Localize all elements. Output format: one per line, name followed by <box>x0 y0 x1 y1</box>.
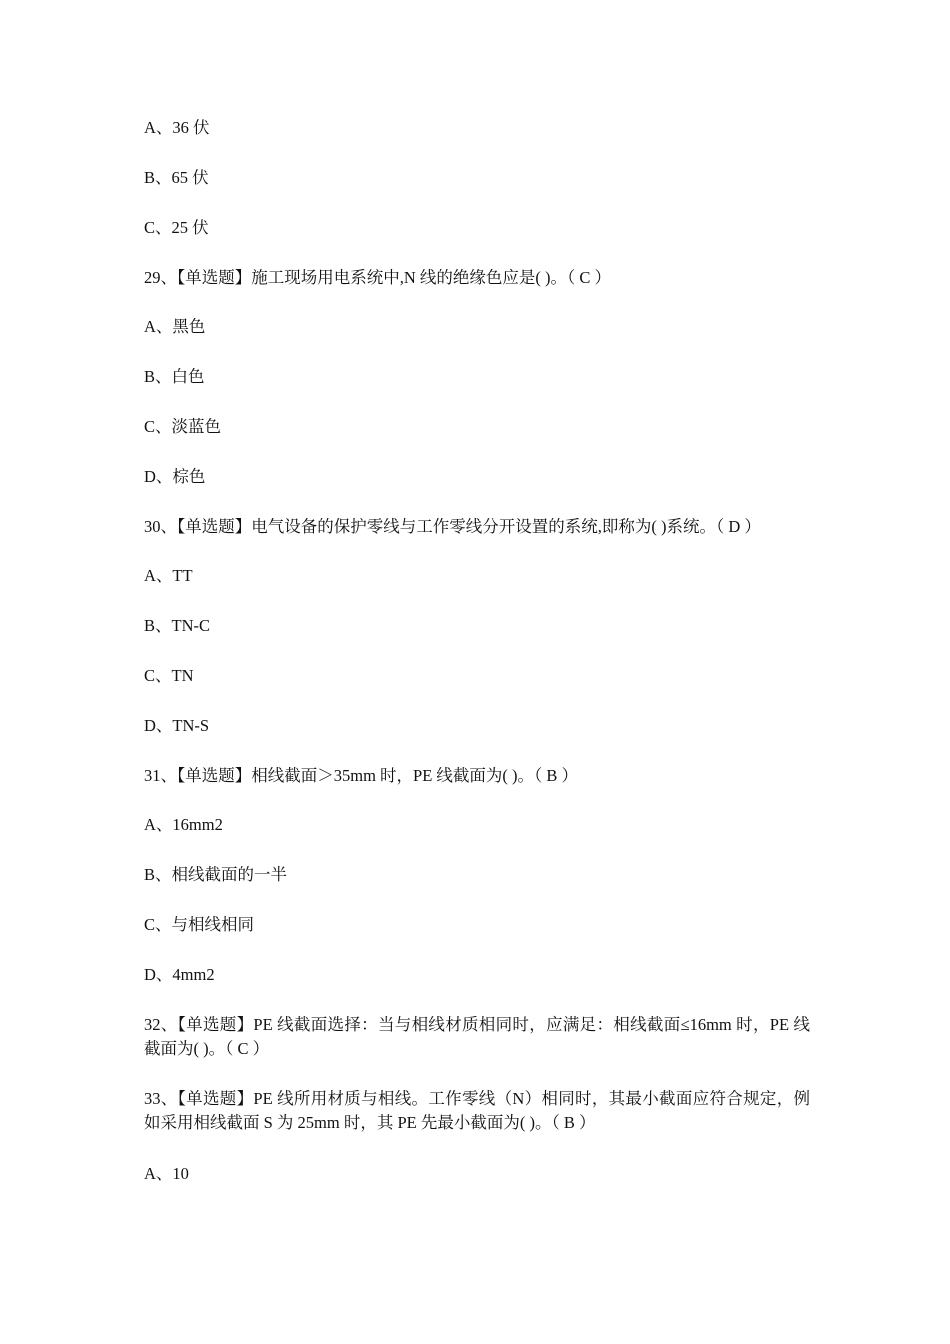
question-32-text: 32、【单选题】PE 线截面选择：当与相线材质相同时，应满足：相线截面≤16mm 时，PE 线截面为( )。（ C ） <box>144 1015 810 1058</box>
question-29-option-d: D、棕色 <box>144 467 206 486</box>
question-31-option-c: C、与相线相同 <box>144 915 255 934</box>
question-29-option-c: C、淡蓝色 <box>144 417 222 436</box>
question-31-option-a: A、16mm2 <box>144 815 223 834</box>
question-31-text: 31、【单选题】相线截面＞35mm 时，PE 线截面为( )。（ B ） <box>144 766 579 785</box>
question-29-text: 29、【单选题】施工现场用电系统中,N 线的绝缘色应是( )。（ C ） <box>144 268 612 287</box>
question-30-option-d: D、TN-S <box>144 716 210 735</box>
question-28-option-a: A、36 伏 <box>144 118 210 137</box>
question-30-option-b: B、TN-C <box>144 616 210 635</box>
question-33-option-a: A、10 <box>144 1164 189 1183</box>
question-33-text: 33、【单选题】PE 线所用材质与相线。工作零线（N）相同时，其最小截面应符合规定，例如采用相线截面 S 为 25mm 时，其 PE 先最小截面为( )。（ B ） <box>144 1089 810 1132</box>
question-30-option-c: C、TN <box>144 666 194 685</box>
question-29-option-a: A、黑色 <box>144 317 206 336</box>
question-31-option-b: B、相线截面的一半 <box>144 865 288 884</box>
question-28-option-c: C、25 伏 <box>144 218 209 237</box>
question-30-option-a: A、TT <box>144 566 193 585</box>
question-29-option-b: B、白色 <box>144 367 205 386</box>
question-31-option-d: D、4mm2 <box>144 965 215 984</box>
question-28-option-b: B、65 伏 <box>144 168 209 187</box>
question-30-text: 30、【单选题】电气设备的保护零线与工作零线分开设置的系统,即称为( )系统。（ D ） <box>144 517 761 536</box>
